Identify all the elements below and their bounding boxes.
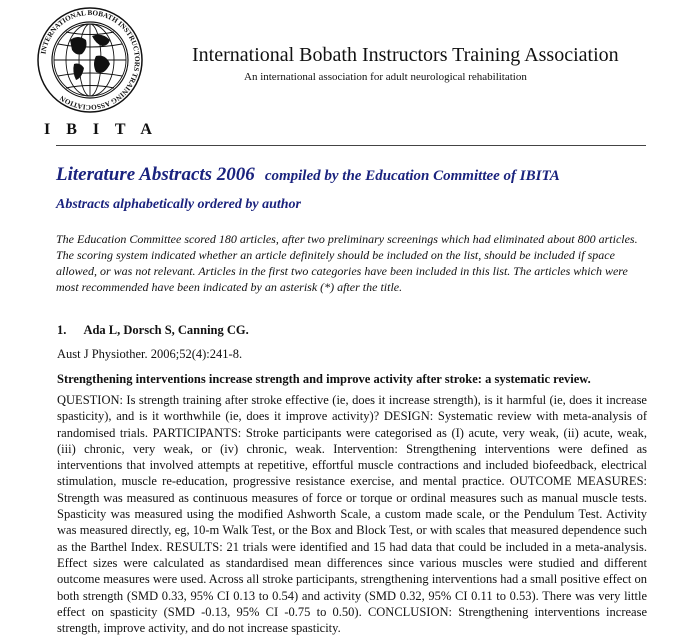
entry-authors: Ada L, Dorsch S, Canning CG. (83, 323, 249, 337)
intro-paragraph: The Education Committee scored 180 articles, after two preliminary screenings which had eliminated about 800 articles. The scoring system indicated whether an article definitely should be included on the list, should be included if space allowed, or was not relevant. Articles in the first two categories have been included in this list. The articles which were most recommended have been indicated by an asterisk (*) after the title. (56, 232, 638, 294)
organization-tagline: An international association for adult neurological rehabilitation (244, 71, 527, 83)
document-title (56, 164, 560, 186)
ibita-logo (36, 6, 144, 114)
globe-seal-icon (36, 6, 144, 114)
entry-abstract: QUESTION: Is strength training after stroke effective (ie, does it increase strength), is it harmful (ie, does it increase spasticity), and is it worthwhile (ie, does it improve activity)? DESIGN: Systematic review with meta-analysis of randomised trials. PARTICIPANTS: Stroke participants were categorised as (I) acute, very weak, (ii) acute, weak, (iii) chronic, very weak, or (iv) chronic, weak. Intervention: Strengthening interventions were defined as interventions that involved attempts at repetitive, effortful muscle contractions and included biofeedback, electrical stimulation, muscle re-education, progressive resistance exercise, and mental practice. OUTCOME MEASURES: Strength was measured as continuous measures of force or torque or ordinal measures such as manual muscle tests. Spasticity was measured using the modified Ashworth Scale, a custom made scale, or the Pendulum Test. Activity was measured directly, eg, 10-m Walk Test, or the Box and Block Test, or with scales that measured dependence such as the Barthel Index. RESULTS: 21 trials were identified and 15 had data that could be included in a meta-analysis. Effect sizes were calculated as standardised mean differences since various muscles were studied and different outcome measures were used. Across all stroke participants, strengthening interventions had a small positive effect on both strength (SMD 0.33, 95% CI 0.13 to 0.54) and activity (SMD 0.32, 95% CI 0.11 to 0.53). There was very little effect on spasticity (SMD -0.13, 95% CI -0.75 to 0.50). CONCLUSION: Strengthening interventions increase strength, improve activity, and do not increase spasticity. (57, 393, 647, 636)
entry-journal: Aust J Physiother. 2006;52(4):241-8. (57, 347, 243, 361)
entry-number: 1. (57, 323, 67, 337)
entry-authors-line (57, 323, 249, 338)
ordering-note: Abstracts alphabetically ordered by author (56, 197, 301, 212)
header-divider (56, 145, 646, 146)
entry-title: Strengthening interventions increase strength and improve activity after stroke: a systematic review. (57, 372, 591, 386)
organization-name: International Bobath Instructors Training Association (192, 44, 619, 66)
ibita-acronym: I B I T A (44, 121, 158, 138)
svg-text:INTERNATIONAL BOBATH INSTRUCTO: INTERNATIONAL BOBATH INSTRUCTORS TRAINING ASSOCIATION (39, 8, 142, 112)
document-compiled-by: compiled by the Education Committee of IBITA (264, 168, 560, 184)
document-title-main: Literature Abstracts 2006 (56, 164, 255, 185)
